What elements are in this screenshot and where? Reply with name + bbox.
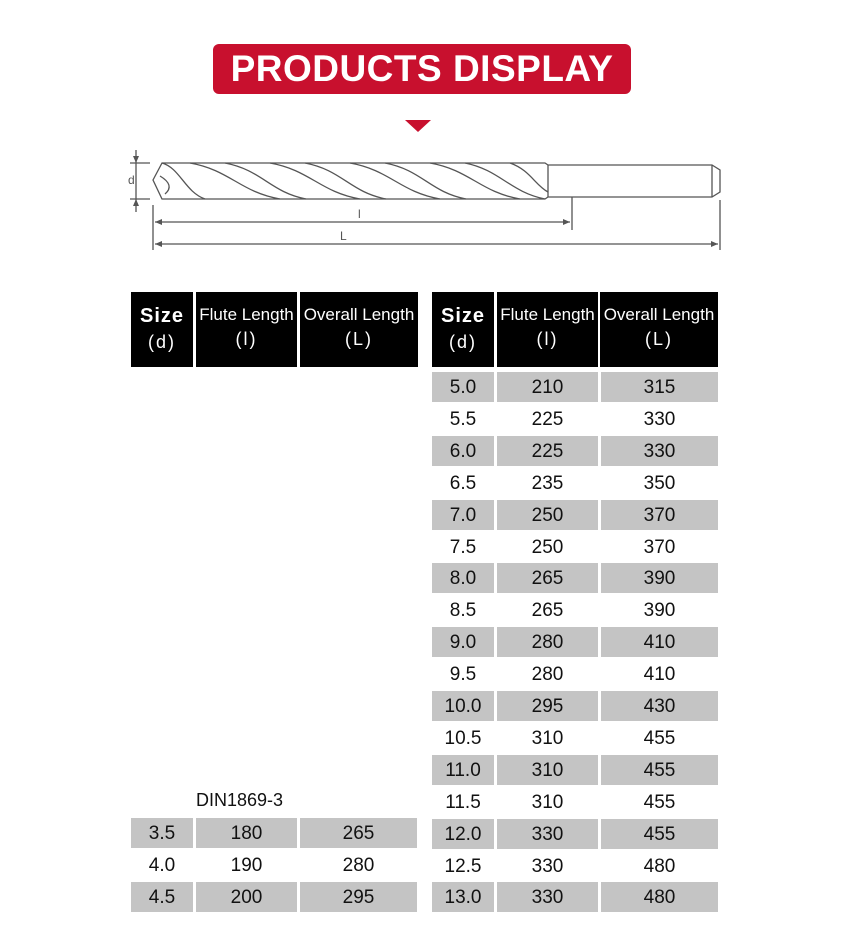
- size-cell: 5.0: [432, 372, 494, 402]
- size-cell: 7.5: [449, 536, 477, 558]
- overall-length-cell: 480: [643, 855, 676, 877]
- header-overall: [600, 292, 718, 367]
- overall-length-cell: 265: [300, 818, 417, 848]
- flute-length-cell: 225: [531, 408, 564, 430]
- header-size-unit: (d): [148, 332, 176, 352]
- header-flute-label: Flute Length: [199, 305, 294, 324]
- header-overall-unit: (L): [345, 329, 373, 349]
- header-size: [432, 292, 494, 367]
- flute-length-cell: 330: [497, 882, 598, 912]
- dim-l-label: l: [358, 207, 361, 221]
- header-flute: [196, 292, 297, 367]
- size-cell: 9.5: [449, 664, 477, 686]
- size-cell: 3.5: [131, 818, 193, 848]
- size-cell: 8.0: [432, 563, 494, 593]
- flute-length-cell: 330: [497, 819, 598, 849]
- drill-bit-diagram: [0, 140, 850, 255]
- size-cell: 6.5: [449, 472, 477, 494]
- flute-length-cell: 310: [531, 727, 564, 749]
- flute-length-cell: 265: [531, 600, 564, 622]
- size-cell: 11.5: [445, 791, 481, 813]
- flute-length-cell: 310: [531, 791, 564, 813]
- overall-length-cell: 330: [643, 408, 676, 430]
- header-flute-label: Flute Length: [500, 305, 595, 324]
- size-cell: 12.0: [432, 819, 494, 849]
- flute-length-cell: 250: [531, 536, 564, 558]
- header-overall: [300, 292, 418, 367]
- overall-length-cell: 350: [643, 472, 676, 494]
- size-cell: 6.0: [432, 436, 494, 466]
- overall-length-cell: 370: [601, 500, 718, 530]
- size-cell: 13.0: [432, 882, 494, 912]
- size-cell: 4.5: [131, 882, 193, 912]
- overall-length-cell: 390: [643, 600, 676, 622]
- flute-length-cell: 265: [497, 563, 598, 593]
- flute-length-cell: 295: [497, 691, 598, 721]
- overall-length-cell: 410: [643, 664, 676, 686]
- overall-length-cell: 480: [601, 882, 718, 912]
- overall-length-cell: 370: [643, 536, 676, 558]
- flute-length-cell: 200: [196, 882, 297, 912]
- overall-length-cell: 455: [601, 819, 718, 849]
- flute-length-cell: 330: [531, 855, 564, 877]
- header-size-label: Size: [139, 305, 185, 327]
- size-cell: 10.5: [444, 727, 482, 749]
- overall-length-cell: 430: [601, 691, 718, 721]
- flute-length-cell: 180: [196, 818, 297, 848]
- header-overall-label: Overall Length: [603, 305, 715, 324]
- pointer-arrow-icon: [405, 120, 431, 132]
- flute-length-cell: 310: [497, 755, 598, 785]
- overall-length-cell: 455: [643, 791, 676, 813]
- header-size-label: Size: [440, 305, 486, 327]
- flute-length-cell: 250: [497, 500, 598, 530]
- overall-length-cell: 410: [601, 627, 718, 657]
- dim-d-label: d: [128, 173, 135, 187]
- overall-length-cell: 295: [300, 882, 417, 912]
- overall-length-cell: 330: [601, 436, 718, 466]
- size-cell: 12.5: [444, 855, 482, 877]
- flute-length-cell: 280: [497, 627, 598, 657]
- header-overall-unit: (L): [645, 329, 673, 349]
- header-flute-unit: (l): [536, 329, 559, 349]
- overall-length-cell: 315: [601, 372, 718, 402]
- flute-length-cell: 235: [531, 472, 564, 494]
- header-overall-label: Overall Length: [303, 305, 415, 324]
- header-size: [131, 292, 193, 367]
- size-cell: 11.0: [432, 755, 494, 785]
- size-cell: 8.5: [449, 600, 477, 622]
- overall-length-cell: 455: [643, 727, 676, 749]
- overall-length-cell: 390: [601, 563, 718, 593]
- flute-length-cell: 210: [497, 372, 598, 402]
- flute-length-cell: 280: [531, 664, 564, 686]
- size-cell: 5.5: [449, 408, 477, 430]
- overall-length-cell: 455: [601, 755, 718, 785]
- flute-length-cell: 225: [497, 436, 598, 466]
- overall-length-cell: 280: [342, 854, 375, 876]
- size-cell: 7.0: [432, 500, 494, 530]
- header-flute: [497, 292, 598, 367]
- size-cell: 10.0: [432, 691, 494, 721]
- standard-label: DIN1869-3: [196, 790, 284, 810]
- size-cell: 4.0: [148, 854, 176, 876]
- dim-L-label: L: [340, 229, 347, 243]
- size-cell: 9.0: [432, 627, 494, 657]
- page-title: PRODUCTS DISPLAY: [213, 44, 631, 94]
- header-size-unit: (d): [449, 332, 477, 352]
- flute-length-cell: 190: [230, 854, 263, 876]
- header-flute-unit: (l): [235, 329, 258, 349]
